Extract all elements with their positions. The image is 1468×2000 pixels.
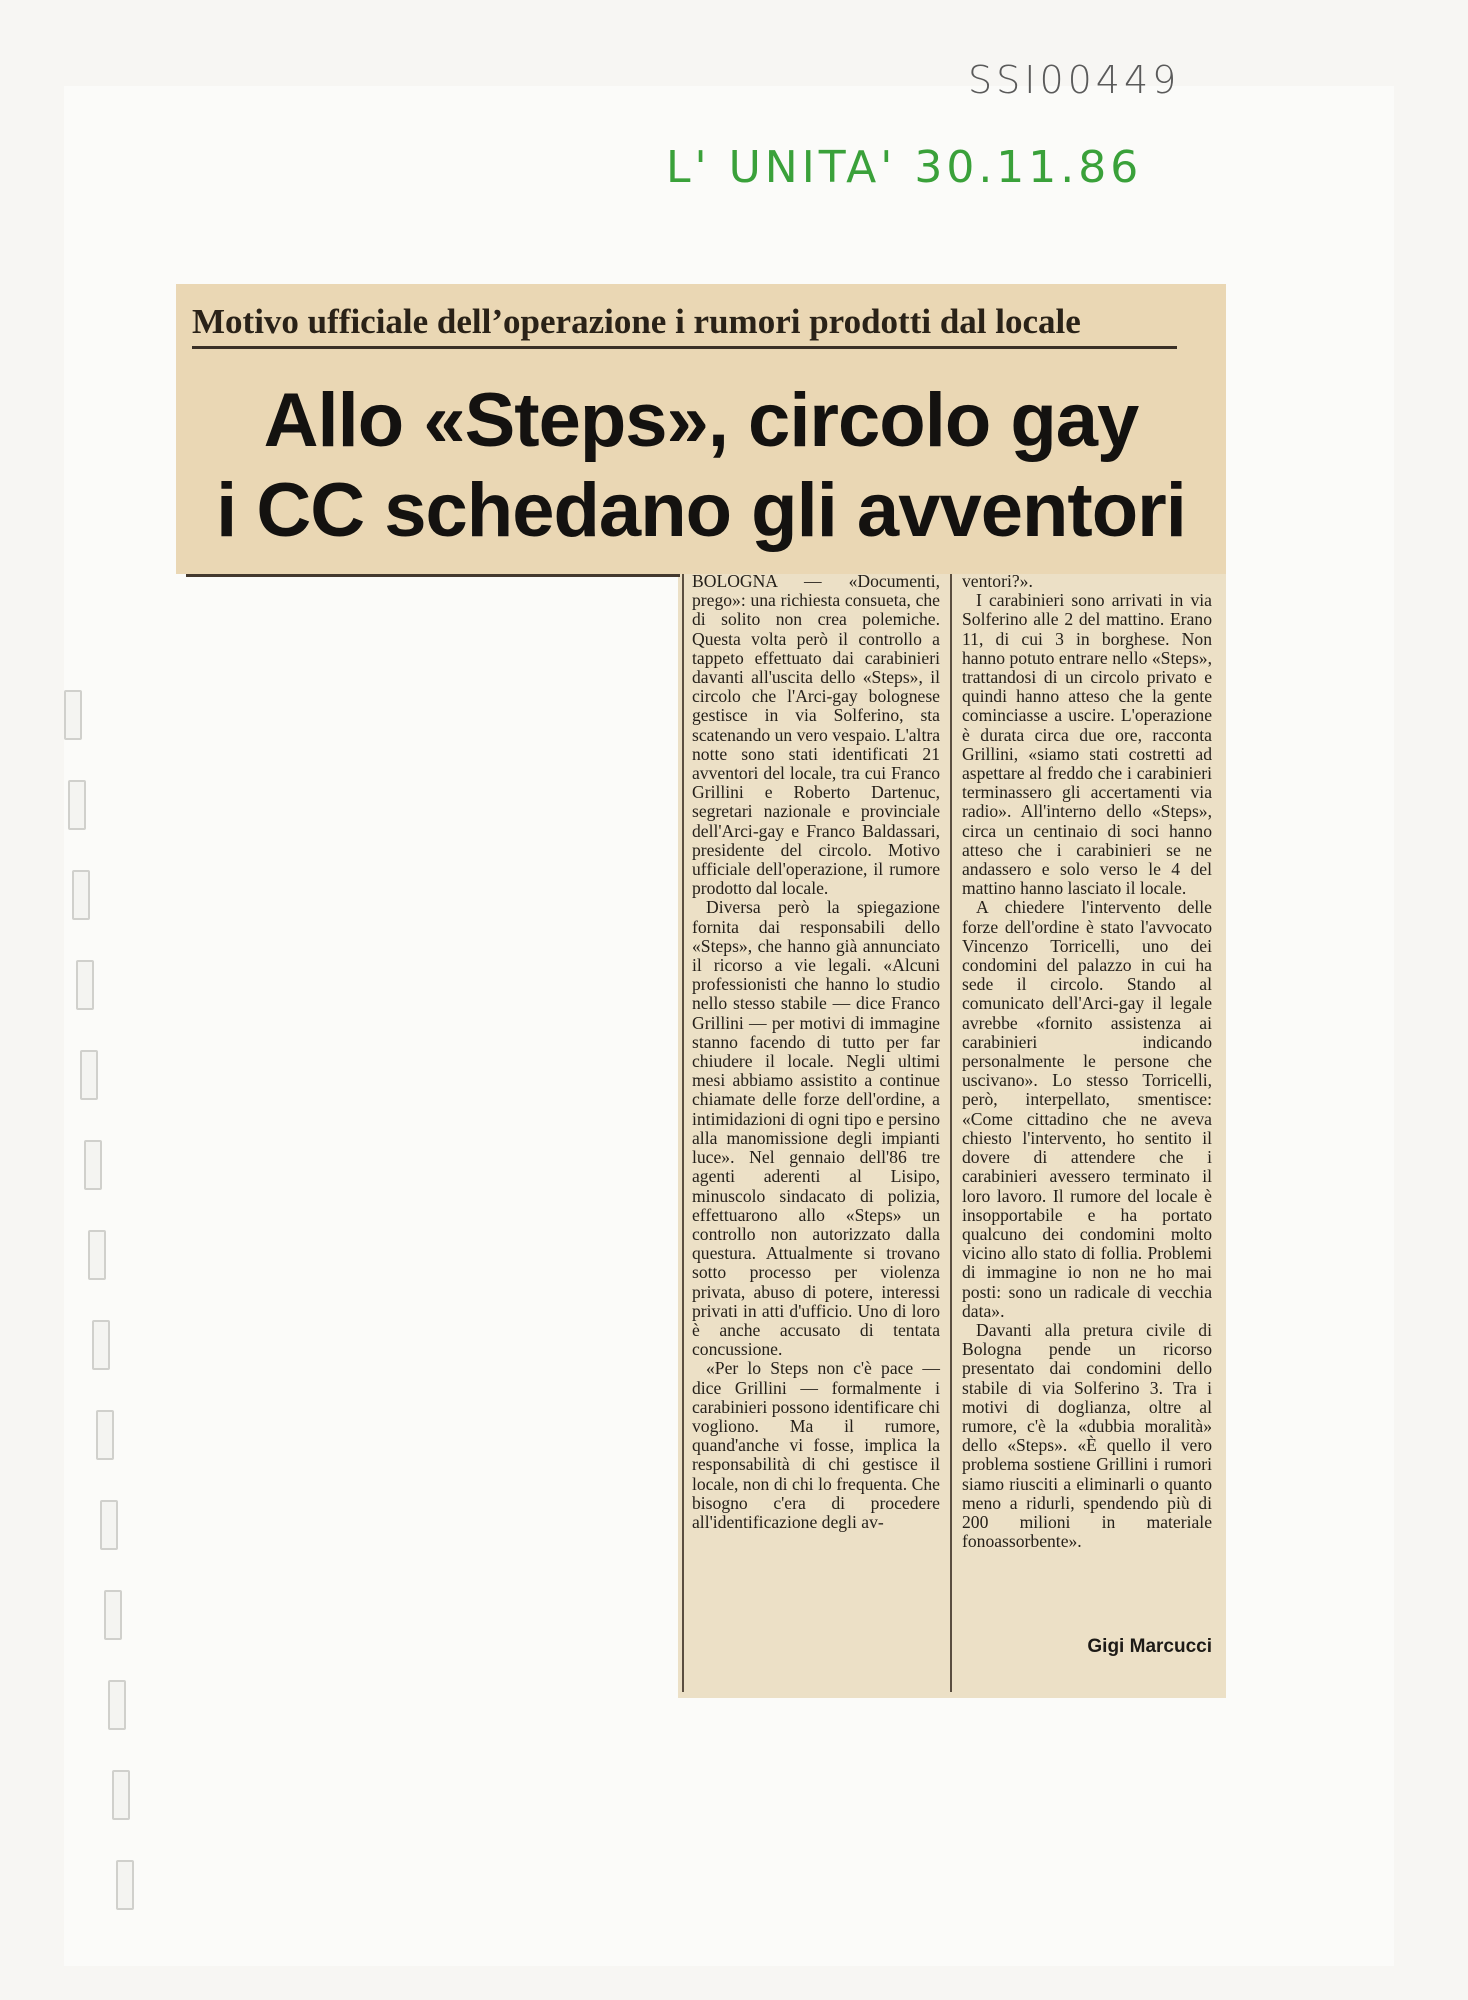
author-signature: Gigi Marcucci bbox=[1087, 1636, 1212, 1657]
headline-line: i CC schedano gli avventori bbox=[216, 468, 1186, 553]
binder-hole bbox=[112, 1770, 130, 1820]
paragraph: I carabinieri sono arrivati in via Solferino alle 2 del mattino. Erano 11, di cui 3 in borghese. Non hanno potuto entrare nello «Steps», trattandosi di un circolo privato e quindi hanno atteso che la gente cominciasse a uscire. L'operazione è durata circa due ore, racconta Grillini, «siamo stati costretti ad aspettare al freddo che i carabinieri terminassero gli accertamenti via radio». All'interno dello «Steps», circa un centinaio di soci hanno atteso che i carabinieri se ne andassero e solo verso le 4 del mattino hanno lasciato il locale. bbox=[962, 590, 1212, 899]
source-note: L' UNITA' 30.11.86 bbox=[666, 142, 1143, 193]
article-kicker: Motivo ufficiale dell’operazione i rumori prodotti dal locale bbox=[192, 302, 1177, 349]
paragraph: BOLOGNA — «Documenti, prego»: una richiesta consueta, che di solito non crea polemiche. Questa volta però il controllo a tappeto effettuato dai carabinieri davanti all'uscita dello «Steps», il circolo che l'Arci-gay bolognese gestisce in via Solferino, sta scatenando un vero vespaio. L'altra notte sono stati identificati 21 avventori del locale, tra cui Franco Grillini e Roberto Dartenuc, segretari nazionale e provinciale dell'Arci-gay e Franco Baldassari, presidente del circolo. Motivo ufficiale dell'operazione, il rumore prodotto dal locale. bbox=[692, 571, 940, 899]
article-column-left bbox=[692, 572, 940, 1532]
binder-hole bbox=[96, 1410, 114, 1460]
binder-hole bbox=[104, 1590, 122, 1640]
binder-hole bbox=[92, 1320, 110, 1370]
binder-hole bbox=[64, 690, 82, 740]
binder-hole bbox=[108, 1680, 126, 1730]
column-rule bbox=[950, 574, 952, 1692]
binder-hole bbox=[72, 870, 90, 920]
binder-hole bbox=[84, 1140, 102, 1190]
binder-hole bbox=[116, 1860, 134, 1910]
article-column-right bbox=[962, 572, 1212, 1551]
paragraph: Davanti alla pretura civile di Bologna pende un ricorso presentato dai condomini dello stabile di via Solferino 3. Tra i motivi di doglianza, oltre al rumore, c'è la «dubbia moralità» dello «Steps». «È quello il vero problema sostiene Grillini i rumori siamo riusciti a eliminarli o quanto meno a ridurli, spendendo più di 200 milioni in materiale fonoassorbente». bbox=[962, 1319, 1212, 1552]
paragraph: A chiedere l'intervento delle forze dell'ordine è stato l'avvocato Vincenzo Torricelli, uno dei condomini del palazzo in cui ha sede il circolo. Stando al comunicato dell'Arci-gay il legale avrebbe «fornito assistenza ai carabinieri indicando personalmente le persone che uscivano». Lo stesso Torricelli, però, interpellato, smentisce: «Come cittadino che ne aveva chiesto l'intervento, ho sentito il dovere di attendere che i carabinieri avessero terminato il loro lavoro. Il rumore del locale è insopportabile e ha portato qualcuno dei condomini molto vicino allo stato di follia. Problemi di immagine io non ne ho mai posti: sono un radicale di vecchia data». bbox=[962, 897, 1212, 1321]
clipping-header bbox=[176, 284, 1226, 574]
column-rule bbox=[682, 574, 684, 1692]
article-headline bbox=[186, 376, 1216, 556]
binder-hole bbox=[88, 1230, 106, 1280]
archive-code: SSI00449 bbox=[968, 58, 1181, 102]
binder-hole bbox=[68, 780, 86, 830]
binder-hole bbox=[100, 1500, 118, 1550]
paragraph: «Per lo Steps non c'è pace — dice Grillini — formalmente i carabinieri possono identificare chi vogliono. Ma il rumore, quand'anche vi fosse, implica la responsabilità di chi gestisce il locale, non di chi lo frequenta. Che bisogno c'era di procedere all'identificazione degli av- bbox=[692, 1358, 940, 1532]
binder-hole bbox=[80, 1050, 98, 1100]
paragraph: ventori?». bbox=[962, 571, 1033, 591]
headline-line: Allo «Steps», circolo gay bbox=[263, 378, 1139, 463]
paragraph: Diversa però la spiegazione fornita dai responsabili dello «Steps», che hanno già annunciato il ricorso a vie legali. «Alcuni professionisti che hanno lo studio nello stesso stabile — dice Franco Grillini — per motivi di immagine stanno facendo di tutto per far chiudere il locale. Negli ultimi mesi abbiamo assistito a continue chiamate delle forze dell'ordine, a intimidazioni di ogni tipo e persino alla manomissione degli impianti luce». Nel gennaio dell'86 tre agenti aderenti al Lisipo, minuscolo sindacato di polizia, effettuarono allo «Steps» un controllo non autorizzato dalla questura. Attualmente si trovano sotto processo per violenza privata, abuso di potere, interessi privati in atti d'ufficio. Uno di loro è anche accusato di tentata concussione. bbox=[692, 897, 940, 1360]
header-rule bbox=[186, 574, 680, 577]
binder-hole bbox=[76, 960, 94, 1010]
